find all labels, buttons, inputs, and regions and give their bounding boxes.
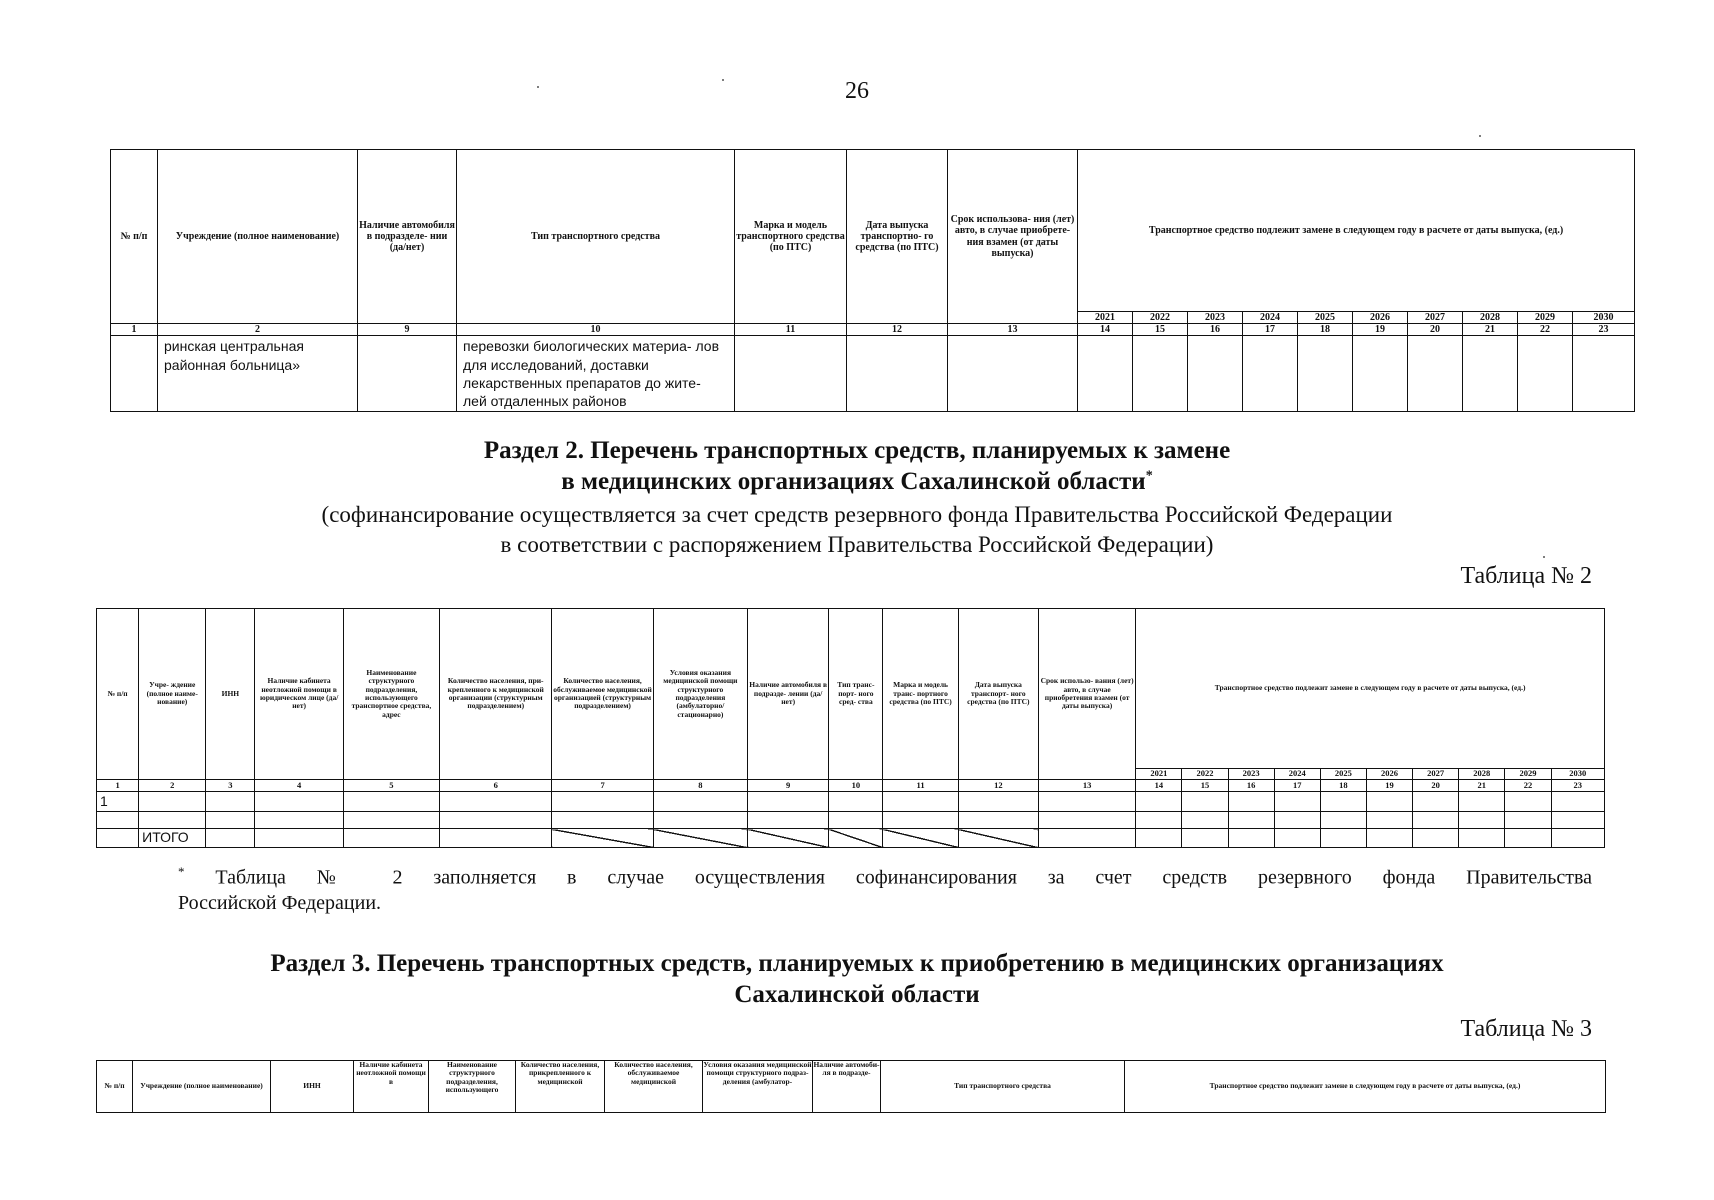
table-cell [206,829,255,848]
column-number: 18 [1320,780,1366,792]
table-cell [1459,829,1505,848]
footnote [178,864,1592,916]
table-cell [255,812,343,829]
column-number: 14 [1136,780,1182,792]
section2-title-line2 [0,468,1714,496]
table-cell [1505,792,1551,812]
crossed-cell [748,829,829,848]
table-cell [1274,792,1320,812]
year-cell: 2025 [1320,769,1366,780]
column-number: 14 [1078,324,1133,336]
column-number: 10 [829,780,883,792]
header-num: № п/п [111,150,158,324]
header-vehicle-type: Тип транс- порт- ного сред- ства [829,609,883,780]
column-number: 19 [1353,324,1408,336]
header-care-conditions: Условия оказания медицинской помощи структурного подразделения (амбулаторно/ стационарно) [653,609,747,780]
column-number: 19 [1366,780,1412,792]
table-cell [1463,336,1518,412]
header-emergency-room: Наличие кабинета неотложной помощи в [354,1061,429,1113]
column-number: 12 [958,780,1038,792]
table-cell [1038,829,1135,848]
column-number: 12 [847,324,948,336]
table-cell [1274,812,1320,829]
table2-label: Таблица № 2 [1460,563,1592,589]
table-cell [1038,812,1135,829]
header-inn: ИНН [206,609,255,780]
table-cell [97,812,139,829]
table-cell [1136,792,1182,812]
table-cell [440,792,552,812]
table-cell [97,829,139,848]
table-cell [1366,792,1412,812]
column-number: 20 [1413,780,1459,792]
header-replacement: Транспортное средство подлежит замене в следующем году в расчете от даты выпуска, (ед.) [1136,609,1605,769]
header-institution: Учре- ждение (полное наиме- нование) [139,609,206,780]
table-cell [1228,812,1274,829]
header-institution: Учреждение (полное наименование) [133,1061,271,1113]
crossed-cell [829,829,883,848]
header-population-attached: Количество населения, при- крепленного к медицинской организации (структурным подразделением) [440,609,552,780]
column-number: 7 [552,780,653,792]
table-cell [1320,812,1366,829]
page-number: 26 [845,78,869,104]
column-number: 17 [1274,780,1320,792]
column-number: 4 [255,780,343,792]
table-cell [1459,792,1505,812]
footnote-line2: Российской Федерации. [178,891,382,914]
year-cell: 2030 [1551,769,1604,780]
crossed-cell [958,829,1038,848]
header-care-conditions: Условия оказания медицинской помощи структурного подраз- деления (амбулатор- [703,1061,813,1113]
table-cell [552,812,653,829]
year-cell: 2023 [1228,769,1274,780]
header-population-served: Количество населения, обслуживаемое медицинской [605,1061,703,1113]
table-cell [1413,812,1459,829]
table-cell [255,829,343,848]
table-cell [1228,792,1274,812]
column-number: 2 [139,780,206,792]
header-emergency-room: Наличие кабинета неотложной помощи в юридическом лице (да/нет) [255,609,343,780]
crossed-cell [883,829,958,848]
year-cell: 2025 [1298,312,1353,324]
table-cell [255,792,343,812]
header-replacement: Транспортное средство подлежит замене в следующем году в расчете от даты выпуска, (ед.) [1125,1061,1606,1113]
header-release-date: Дата выпуска транспортно- го средства (по ПТС) [847,150,948,324]
table-cell [343,792,439,812]
header-population-served: Количество населения, обслуживаемое медицинской организацией (структурным подразделением) [552,609,653,780]
row-vehicle-type: перевозки биологических материа- лов для исследований, доставки лекарственных препаратов до жите- лей отдаленных районов [457,336,735,412]
column-number: 6 [440,780,552,792]
header-brand: Марка и модель транспортного средства (по ПТС) [735,150,847,324]
section2-subtitle-line1: (софинансирование осуществляется за счет средств резервного фонда Правительства Российской Федерации [321,502,1393,527]
table-cell [653,812,747,829]
table-cell [829,812,883,829]
column-number: 23 [1551,780,1604,792]
scan-speck [722,79,724,81]
year-cell: 2021 [1136,769,1182,780]
header-release-date: Дата выпуска транспорт- ного средства (по ПТС) [958,609,1038,780]
column-number: 21 [1459,780,1505,792]
column-number: 5 [343,780,439,792]
column-number: 3 [206,780,255,792]
table-cell [343,829,439,848]
table-cell [1413,792,1459,812]
footnote-line1 [178,864,1592,891]
table-cell [1136,812,1182,829]
header-unit-name: Наименование структурного подразделения, использующего [429,1061,516,1113]
footnote-marker: * [1145,468,1153,484]
column-number: 22 [1505,780,1551,792]
table-cell [748,792,829,812]
column-number: 9 [358,324,457,336]
column-number: 11 [735,324,847,336]
table-cell [1243,336,1298,412]
table-cell [358,336,457,412]
column-number: 15 [1182,780,1228,792]
table-cell [958,812,1038,829]
section3-title-line2: Сахалинской области [734,981,980,1008]
table-cell [1551,792,1604,812]
column-number: 18 [1298,324,1353,336]
table-cell [552,792,653,812]
table-cell [139,812,206,829]
table-cell [1505,829,1551,848]
section2-title-text: в медицинских организациях Сахалинской области [561,468,1146,495]
footnote-marker: * [178,864,185,879]
table-cell [343,812,439,829]
table-cell [111,336,158,412]
year-cell: 2024 [1243,312,1298,324]
table-cell [440,812,552,829]
column-number: 9 [748,780,829,792]
row-institution: ринская центральная районная больница» [158,336,358,412]
year-cell: 2026 [1353,312,1408,324]
section3-title-line1: Раздел 3. Перечень транспортных средств, планируемых к приобретению в медицинских организациях [270,950,1444,977]
table-cell [206,812,255,829]
crossed-cell [552,829,653,848]
table-cell [1366,812,1412,829]
column-number: 16 [1188,324,1243,336]
acquisition-table [96,1060,1606,1113]
scan-speck [537,86,539,88]
column-number: 13 [948,324,1078,336]
crossed-cell [653,829,747,848]
header-inn: ИНН [271,1061,354,1113]
year-cell: 2026 [1366,769,1412,780]
table-cell [1320,792,1366,812]
header-num: № п/п [97,609,139,780]
table-cell [1182,812,1228,829]
table-cell [948,336,1078,412]
table-cell [1136,829,1182,848]
table-cell [1551,829,1604,848]
header-unit-name: Наименование структурного подразделения, использующего транспортное средства, адрес [343,609,439,780]
table-cell [1298,336,1353,412]
vehicle-table-continued [110,149,1635,412]
year-cell: 2030 [1573,312,1635,324]
year-cell: 2021 [1078,312,1133,324]
table-cell [1518,336,1573,412]
header-institution: Учреждение (полное наименование) [158,150,358,324]
table-cell [1228,829,1274,848]
table-cell [1573,336,1635,412]
table-cell [735,336,847,412]
table-cell [1133,336,1188,412]
year-cell: 2022 [1182,769,1228,780]
header-num: № п/п [97,1061,133,1113]
column-number: 16 [1228,780,1274,792]
table-cell [206,792,255,812]
header-service-life: Срок использова- ния (лет) авто, в случае приобрете- ния взамен (от даты выпуска) [948,150,1078,324]
header-brand: Марка и модель транс- портного средства (по ПТС) [883,609,958,780]
table-cell [653,792,747,812]
table-cell [1038,792,1135,812]
table-cell [1188,336,1243,412]
column-number: 8 [653,780,747,792]
section2-title-line1: Раздел 2. Перечень транспортных средств, планируемых к замене [483,437,1231,464]
header-replacement: Транспортное средство подлежит замене в следующем году в расчете от даты выпуска, (ед.) [1078,150,1635,312]
replacement-table [96,608,1605,848]
row-number: 1 [97,792,139,812]
column-number: 10 [457,324,735,336]
year-cell: 2029 [1505,769,1551,780]
column-number: 17 [1243,324,1298,336]
header-vehicle-type: Тип транспортного средства [881,1061,1125,1113]
table-cell [139,792,206,812]
table-cell [1505,812,1551,829]
column-number: 22 [1518,324,1573,336]
section2-subtitle-line2: в соответствии с распоряжением Правительства Российской Федерации) [500,532,1214,557]
table-cell [1413,829,1459,848]
header-service-life: Срок использо- вания (лет) авто, в случае приобретения взамен (от даты выпуска) [1038,609,1135,780]
column-number: 1 [97,780,139,792]
year-cell: 2024 [1274,769,1320,780]
year-cell: 2029 [1518,312,1573,324]
footnote-text: Таблица № 2 заполняется в случае осуществления софинансирования за счет средств резервного фонда Правительства [215,866,1593,889]
header-population-attached: Количество населения, прикрепленного к медицинской [516,1061,605,1113]
table-cell [883,812,958,829]
table-cell [1551,812,1604,829]
year-cell: 2022 [1133,312,1188,324]
column-number: 11 [883,780,958,792]
table-cell [1320,829,1366,848]
table-cell [440,829,552,848]
total-label: ИТОГО [139,829,206,848]
header-vehicle-type: Тип транспортного средства [457,150,735,324]
column-number: 20 [1408,324,1463,336]
header-availability: Наличие автомобиля в подразделе- нии (да/нет) [358,150,457,324]
header-availability: Наличие автомоби- ля в подразде- [813,1061,881,1113]
year-cell: 2027 [1408,312,1463,324]
table-cell [1078,336,1133,412]
table-cell [748,812,829,829]
column-number: 13 [1038,780,1135,792]
table-cell [1366,829,1412,848]
year-cell: 2027 [1413,769,1459,780]
table-cell [847,336,948,412]
column-number: 1 [111,324,158,336]
column-number: 21 [1463,324,1518,336]
table-cell [958,792,1038,812]
year-cell: 2028 [1459,769,1505,780]
year-cell: 2023 [1188,312,1243,324]
column-number: 2 [158,324,358,336]
table-cell [829,792,883,812]
table-cell [883,792,958,812]
table-cell [1182,829,1228,848]
year-cell: 2028 [1463,312,1518,324]
table-cell [1408,336,1463,412]
scan-speck [1479,135,1481,137]
column-number: 15 [1133,324,1188,336]
table-cell [1182,792,1228,812]
table-cell [1274,829,1320,848]
table3-label: Таблица № 3 [1460,1016,1592,1042]
header-availability: Наличие автомобиля в подразде- лении (да/нет) [748,609,829,780]
table-cell [1459,812,1505,829]
column-number: 23 [1573,324,1635,336]
table-cell [1353,336,1408,412]
